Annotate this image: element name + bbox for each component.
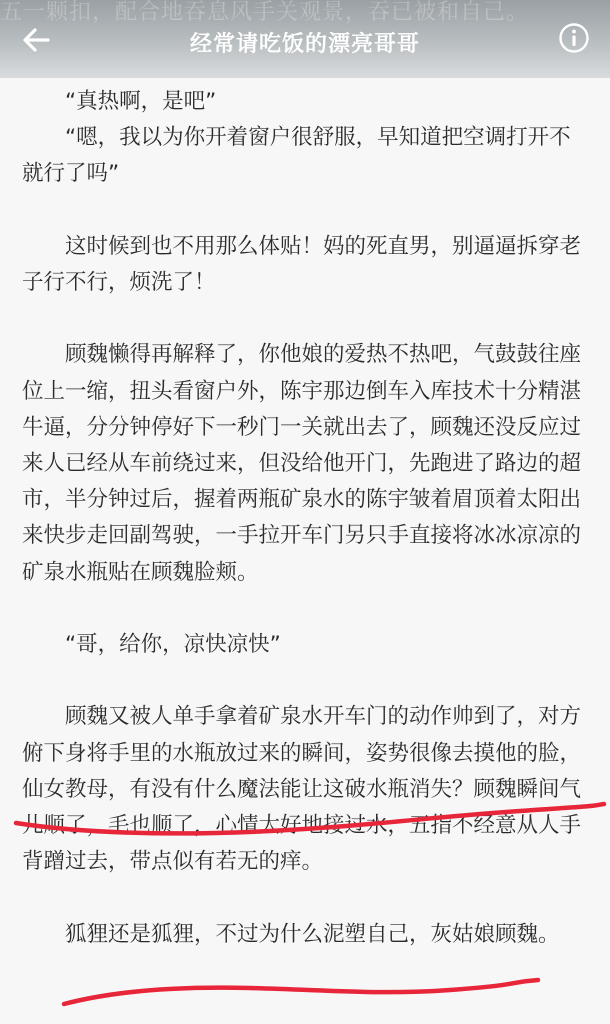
paragraph: “真热啊，是吧” <box>65 89 217 114</box>
info-button[interactable] <box>558 22 590 54</box>
header-overlay-text: 五一颗扣，配合地吞息风手关观景，吞已被和自己。 <box>0 0 530 25</box>
page-title: 经常请吃饭的漂亮哥哥 <box>189 32 420 57</box>
paragraph: 狐狸还是狐狸，不过为什么泥塑自己，灰姑娘顾魏。 <box>65 921 560 947</box>
chapter-content <box>22 84 592 989</box>
paragraph: 顾魏又被人单手拿着矿泉水开车门的动作帅到了，对方俯下身将手里的水瓶放过来的瞬间，姿势很像去摸他的脸，仙女教母，有没有什么魔法能让这破水瓶消失？顾魏瞬间气儿顺了，毛也顺了，心情大好地接过水，五指不经意从人手背蹭过去，带点似有若无的痒。 <box>22 704 582 875</box>
top-app-bar <box>0 0 610 78</box>
paragraph: “哥，给你，凉快凉快” <box>65 632 281 657</box>
info-circle-icon <box>558 22 590 54</box>
paragraph: “嗯，我以为你开着窗户很舒服，早知道把空调打开不就行了吗” <box>22 125 571 187</box>
paragraph: 这时候到也不用那么体贴！妈的死直男，别逼逼拆穿老子行不行，烦洗了！ <box>22 233 582 295</box>
arrow-left-icon <box>18 22 54 58</box>
back-button[interactable] <box>18 22 54 58</box>
paragraph: 顾魏懒得再解释了，你他娘的爱热不热吧，气鼓鼓往座位上一缩，扭头看窗户外，陈宇那边倒车入库技术十分精湛牛逼，分分钟停好下一秒门一关就出去了，顾魏还没反应过来人已经从车前绕过来，但没给他开门，先跑进了路边的超市，半分钟过后，握着两瓶矿泉水的陈宇皱着眉顶着太阳出来快步走回副驾驶，一手拉开车门另只手直接将冰冰凉凉的矿泉水瓶贴在顾魏脸颊。 <box>22 342 582 585</box>
